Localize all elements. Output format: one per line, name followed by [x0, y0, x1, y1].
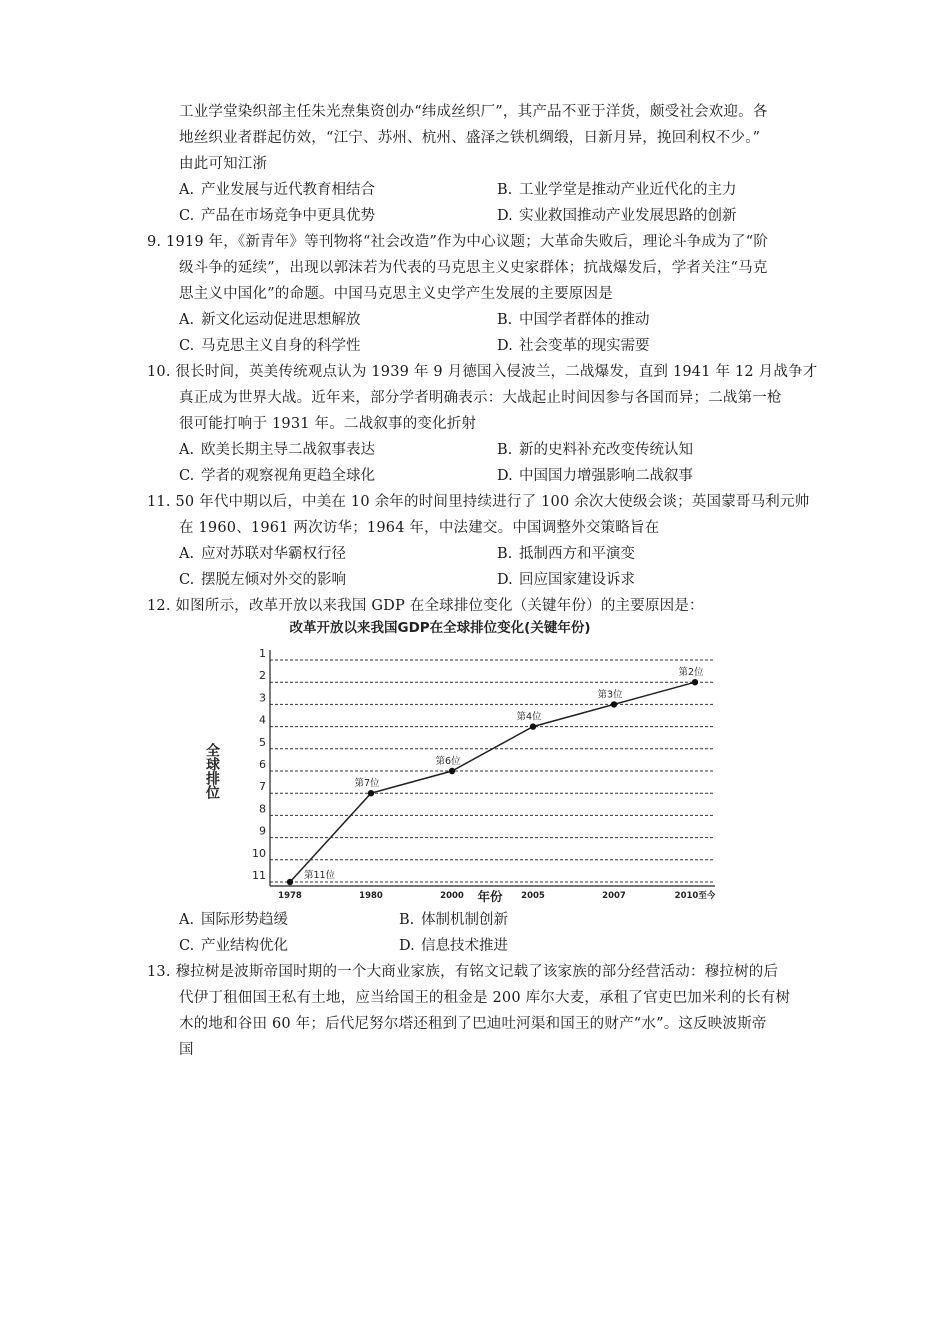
option-key: A. [179, 546, 195, 562]
x-tick-label: 2007 [602, 891, 626, 901]
data-label: 第4位 [516, 711, 542, 723]
option-text: 欧美长期主导二战叙事表达 [201, 442, 375, 458]
q12-option-b[interactable] [399, 910, 508, 930]
data-point [368, 790, 374, 796]
y-tick-label: 7 [259, 780, 266, 794]
q9-option-a[interactable] [179, 310, 361, 330]
x-tick-label: 2010至今 [674, 891, 716, 901]
q12-option-a[interactable] [179, 910, 288, 930]
q10-option-a[interactable] [179, 440, 375, 460]
option-text: 实业救国推动产业发展思路的创新 [519, 208, 737, 224]
option-key: B. [497, 546, 513, 562]
q13-line-3: 木的地和谷田 60 年；后代尼努尔塔还租到了巴迪吐河渠和国王的财产“水”。这反映波斯帝 [179, 1016, 767, 1032]
option-key: C. [179, 572, 195, 588]
option-key: B. [497, 442, 513, 458]
option-key: B. [497, 182, 513, 198]
data-label: 第2位 [678, 667, 704, 679]
q9-line-2: 级斗争的延续”，出现以郭沫若为代表的马克思主义史家群体；抗战爆发后，学者关注“马克 [179, 260, 768, 276]
option-key: A. [179, 442, 195, 458]
option-text: 社会变革的现实需要 [519, 338, 650, 354]
q12-option-d[interactable] [399, 936, 508, 956]
q10-option-d[interactable] [497, 466, 693, 486]
q8-option-b[interactable] [497, 180, 737, 200]
option-key: C. [179, 208, 195, 224]
option-text: 新文化运动促进思想解放 [201, 312, 361, 328]
option-key: C. [179, 468, 195, 484]
q9-option-b[interactable] [497, 310, 650, 330]
y-tick-label: 11 [252, 869, 266, 882]
q10-line-2: 真正成为世界大战。近年来，部分学者明确表示：大战起止时间因参与各国而异；二战第一枪 [179, 390, 782, 406]
data-point [611, 701, 617, 707]
option-key: D. [497, 338, 513, 354]
x-tick-label: 1980 [359, 891, 383, 901]
q8-line-3: 由此可知江浙 [179, 156, 268, 172]
option-key: B. [399, 912, 415, 928]
option-key: A. [179, 312, 195, 328]
x-tick-label: 2000 [440, 891, 464, 901]
y-tick-label: 4 [259, 713, 266, 727]
y-tick-label: 5 [259, 735, 266, 749]
option-text: 国际形势趋缓 [201, 912, 288, 928]
data-point [692, 679, 698, 685]
q9-line-3: 思主义中国化”的命题。中国马克思主义史学产生发展的主要原因是 [179, 286, 613, 302]
option-text: 工业学堂是推动产业近代化的主力 [519, 182, 737, 198]
data-point [449, 768, 455, 774]
data-label: 第11位 [304, 870, 336, 881]
y-tick-label: 1 [259, 647, 266, 660]
y-tick-label: 2 [259, 669, 266, 683]
option-text: 抵制西方和平演变 [519, 546, 635, 562]
y-axis-label: 全球排位 [204, 743, 220, 799]
q11-line-2: 在 1960、1961 两次访华；1964 年，中法建交。中国调整外交策略旨在 [179, 520, 660, 536]
q9-option-d[interactable] [497, 336, 650, 356]
option-text: 新的史料补充改变传统认知 [519, 442, 693, 458]
option-key: D. [497, 572, 513, 588]
gdp-rank-chart [200, 616, 720, 908]
q11-option-a[interactable] [179, 544, 346, 564]
series-line [290, 682, 695, 882]
option-text: 体制机制创新 [421, 912, 508, 928]
option-text: 产业发展与近代教育相结合 [201, 182, 375, 198]
option-text: 信息技术推进 [421, 938, 508, 954]
data-label: 第6位 [435, 756, 461, 767]
option-key: A. [179, 182, 195, 198]
option-key: B. [497, 312, 513, 328]
q8-option-a[interactable] [179, 180, 375, 200]
q13-line-4: 国 [179, 1042, 194, 1058]
data-label: 第3位 [597, 689, 623, 701]
y-tick-label: 9 [259, 824, 266, 838]
q8-option-c[interactable] [179, 206, 375, 226]
q10-line-1: 10. 很长时间，英美传统观点认为 1939 年 9 月德国入侵波兰，二战爆发，直到 1941 年 12 月战争才 [147, 364, 818, 380]
q11-line-1: 11. 50 年代中期以后，中美在 10 余年的时间里持续进行了 100 余次大使级会谈；英国蒙哥马利元帅 [147, 494, 810, 510]
q9-line-1: 9. 1919 年，《新青年》等刊物将“社会改造”作为中心议题；大革命失败后，理论斗争成为了“阶 [147, 234, 769, 250]
option-text: 马克思主义自身的科学性 [201, 338, 361, 354]
q9-option-c[interactable] [179, 336, 361, 356]
option-text: 摆脱左倾对外交的影响 [201, 572, 346, 588]
data-point [530, 723, 536, 729]
x-tick-label: 2005 [521, 891, 545, 901]
q12-option-c[interactable] [179, 936, 288, 956]
q8-line-2: 地丝织业者群起仿效，“江宁、苏州、杭州、盛泽之铁机绸缎，日新月异，挽回利权不少。” [179, 130, 761, 146]
y-tick-label: 8 [259, 802, 266, 816]
q8-line-1: 工业学堂染织部主任朱光焘集资创办“纬成丝织厂”，其产品不亚于洋货，颇受社会欢迎。各 [179, 104, 768, 120]
option-key: A. [179, 912, 195, 928]
option-text: 中国国力增强影响二战叙事 [519, 468, 693, 484]
option-key: D. [497, 468, 513, 484]
option-key: C. [179, 338, 195, 354]
option-text: 学者的观察视角更趋全球化 [201, 468, 375, 484]
q13-line-1: 13. 穆拉树是波斯帝国时期的一个大商业家族，有铭文记载了该家族的部分经营活动：穆拉树的后 [147, 964, 779, 980]
q12-line-1: 12. 如图所示，改革开放以来我国 GDP 在全球排位变化（关键年份）的主要原因是： [147, 598, 704, 614]
q8-option-d[interactable] [497, 206, 737, 226]
q11-option-c[interactable] [179, 570, 346, 590]
q13-line-2: 代伊丁租佃国王私有土地，应当给国王的租金是 200 库尔大麦，承租了官吏巴加米利的长有树 [179, 990, 791, 1006]
option-key: D. [497, 208, 513, 224]
q10-option-b[interactable] [497, 440, 693, 460]
x-tick-label: 1978 [278, 891, 302, 901]
q11-option-d[interactable] [497, 570, 635, 590]
y-tick-label: 6 [259, 758, 266, 771]
q10-line-3: 很可能打响于 1931 年。二战叙事的变化折射 [179, 416, 477, 432]
option-key: D. [399, 938, 415, 954]
option-text: 产品在市场竞争中更具优势 [201, 208, 375, 224]
q11-option-b[interactable] [497, 544, 635, 564]
option-key: C. [179, 938, 195, 954]
option-text: 回应国家建设诉求 [519, 572, 635, 588]
option-text: 中国学者群体的推动 [519, 312, 650, 328]
y-tick-label: 10 [252, 846, 266, 860]
data-label: 第7位 [354, 778, 380, 790]
chart-title: 改革开放以来我国GDP在全球排位变化(关键年份) [289, 620, 591, 636]
option-text: 产业结构优化 [201, 938, 288, 954]
x-axis-label: 年份 [477, 889, 503, 904]
q10-option-c[interactable] [179, 466, 375, 486]
data-point [287, 879, 293, 885]
y-tick-label: 3 [259, 691, 266, 705]
option-text: 应对苏联对华霸权行径 [201, 546, 346, 562]
